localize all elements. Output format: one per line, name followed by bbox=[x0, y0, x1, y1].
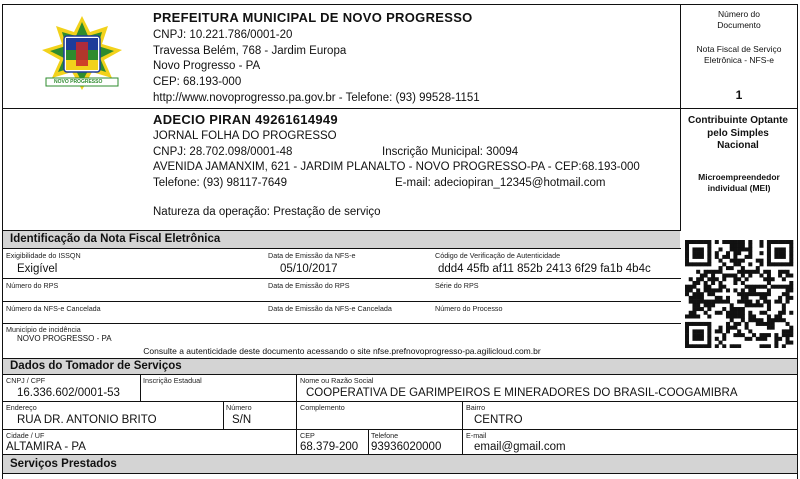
authenticity-consult-text: Consulte a autenticidade deste documento acessando o site nfse.prefnovoprogresso-pa.agilicloud.com.br bbox=[143, 346, 541, 356]
emission-date-label: Data de Emissão da NFS-e bbox=[268, 251, 356, 260]
taker-district-value: CENTRO bbox=[474, 414, 523, 426]
doc-number-label: Número do Documento bbox=[717, 9, 761, 30]
emitter-cnpj: CNPJ: 10.221.786/0001-20 bbox=[153, 29, 293, 41]
issqn-value: Exigível bbox=[17, 263, 58, 275]
provider-municipal-reg: Inscrição Municipal: 30094 bbox=[382, 146, 519, 158]
taker-state-reg-label: Inscrição Estadual bbox=[143, 376, 202, 385]
taker-number-value: S/N bbox=[232, 414, 252, 426]
provider-address: AVENIDA JAMANXIM, 621 - JARDIM PLANALTO - NOVO PROGRESSO-PA - CEP:68.193-000 bbox=[153, 161, 640, 173]
taker-email-label: E-mail bbox=[466, 431, 487, 440]
emitter-address: Travessa Belém, 768 - Jardim Europa bbox=[153, 45, 347, 57]
qr-code[interactable] bbox=[684, 240, 794, 348]
taker-phone-label: Telefone bbox=[371, 431, 399, 440]
rps-series-label: Série do RPS bbox=[435, 281, 479, 290]
cancelled-date-label: Data de Emissão da NFS-e Cancelada bbox=[268, 304, 392, 313]
verification-code-label: Código de Verificação de Autenticidade bbox=[435, 251, 561, 260]
taker-complement-label: Complemento bbox=[300, 403, 345, 412]
taker-district-label: Bairro bbox=[466, 403, 486, 412]
provider-phone: Telefone: (93) 98117-7649 bbox=[153, 177, 288, 189]
taker-name-label: Nome ou Razão Social bbox=[300, 376, 374, 385]
rps-date-label: Data de Emissão do RPS bbox=[268, 281, 350, 290]
verification-code-value: ddd4 45fb af11 852b 2413 6f29 fa1b 4b4c bbox=[438, 263, 651, 275]
incidence-label: Município de incidência bbox=[6, 325, 81, 334]
provider-cnpj: CNPJ: 28.702.098/0001-48 bbox=[153, 146, 293, 158]
services-section-title: Serviços Prestados bbox=[3, 455, 797, 473]
incidence-value: NOVO PROGRESSO - PA bbox=[17, 334, 112, 343]
taker-name-value: COOPERATIVA DE GARIMPEIROS E MINERADORES DO BRASIL-COOGAMIBRA bbox=[306, 387, 738, 399]
provider-trade-name: JORNAL FOLHA DO PROGRESSO bbox=[153, 130, 337, 142]
doc-number-value: 1 bbox=[735, 88, 743, 102]
emitter-name: PREFEITURA MUNICIPAL DE NOVO PROGRESSO bbox=[153, 10, 473, 25]
taker-email-value: email@gmail.com bbox=[474, 441, 566, 453]
operation-nature: Natureza da operação: Prestação de serviço bbox=[153, 206, 381, 218]
provider-name: ADECIO PIRAN 49261614949 bbox=[153, 112, 338, 127]
taker-cnpj-label: CNPJ / CPF bbox=[6, 376, 46, 385]
cancelled-nfse-label: Número da NFS-e Cancelada bbox=[6, 304, 101, 313]
regime-title: Contribuinte Optante pelo Simples Nacional bbox=[688, 115, 788, 151]
doc-type: Nota Fiscal de Serviço Eletrônica - NFS-e bbox=[696, 44, 782, 65]
regime-mei: Microempreendedor individual (MEI) bbox=[698, 172, 780, 193]
taker-cnpj-value: 16.336.602/0001-53 bbox=[17, 387, 120, 399]
issqn-label: Exigibilidade do ISSQN bbox=[6, 251, 81, 260]
emitter-web-phone: http://www.novoprogresso.pa.gov.br - Telefone: (93) 99528-1151 bbox=[153, 92, 480, 104]
taker-address-label: Endereço bbox=[6, 403, 37, 412]
rps-number-label: Número do RPS bbox=[6, 281, 59, 290]
taker-cep-value: 68.379-200 bbox=[300, 441, 359, 453]
provider-email: E-mail: adeciopiran_12345@hotmail.com bbox=[395, 177, 606, 189]
process-number-label: Número do Processo bbox=[435, 304, 503, 313]
taker-address-value: RUA DR. ANTONIO BRITO bbox=[17, 414, 157, 426]
emitter-cep: CEP: 68.193-000 bbox=[153, 76, 242, 88]
taker-city-value: ALTAMIRA - PA bbox=[6, 441, 86, 453]
identification-section-title: Identificação da Nota Fiscal Eletrônica bbox=[3, 231, 680, 248]
emission-date-value: 05/10/2017 bbox=[280, 263, 338, 275]
taker-city-label: Cidade / UF bbox=[6, 431, 45, 440]
taker-number-label: Número bbox=[226, 403, 252, 412]
taker-cep-label: CEP bbox=[300, 431, 315, 440]
emitter-city: Novo Progresso - PA bbox=[153, 60, 261, 72]
logo-banner-text: NOVO PROGRESSO bbox=[54, 79, 103, 85]
taker-phone-value: 93936020000 bbox=[371, 441, 442, 453]
taker-section-title: Dados do Tomador de Serviços bbox=[3, 359, 797, 374]
